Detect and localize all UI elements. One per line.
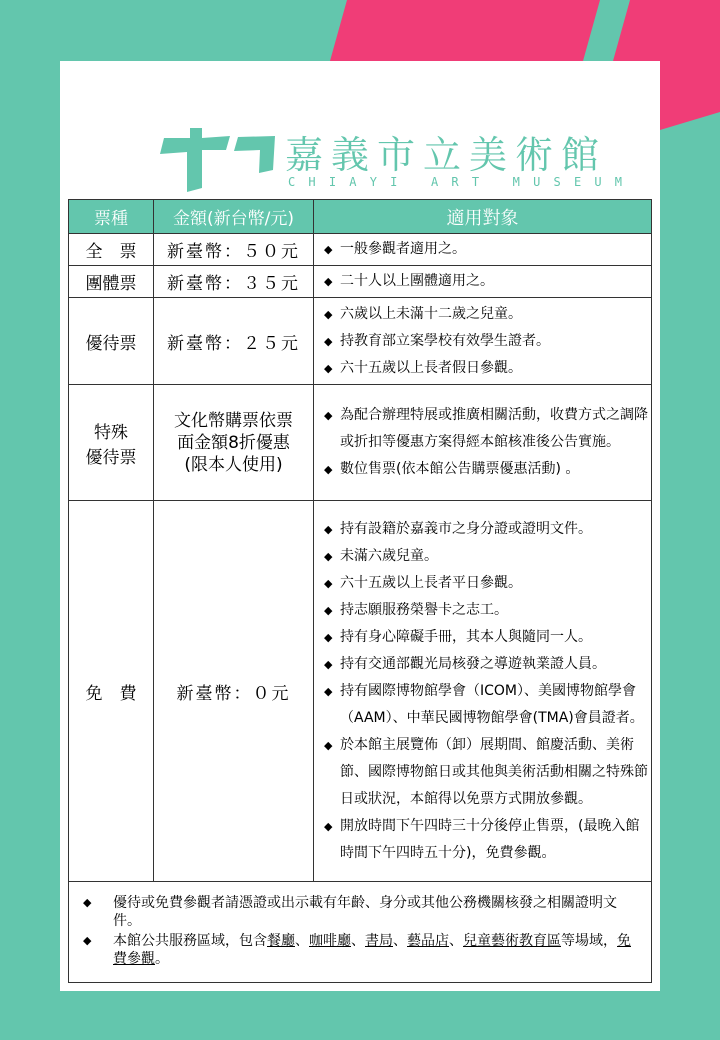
museum-logo-mark-icon xyxy=(160,128,280,194)
ticket-type-line: 特殊 xyxy=(94,422,128,443)
place-bookstore: 書局 xyxy=(365,933,393,949)
note-text: 等場域， xyxy=(561,933,617,949)
eligibility-item: ◆ 持有設籍於嘉義市之身分證或證明文件。 xyxy=(324,516,651,543)
note-item xyxy=(83,932,641,968)
ticket-price-line: (限本人使用) xyxy=(184,454,283,475)
ticket-type: 全 票 xyxy=(69,234,154,266)
ticket-type xyxy=(69,385,154,501)
ticket-price-line: 面金額8折優惠 xyxy=(177,432,290,453)
eligibility-item: ◆ 持有國際博物館學會（ICOM）、美國博物館學會（AAM）、中華民國博物館學會(TMA)會員證者。 xyxy=(324,678,651,732)
ticket-price: 新臺幣：２５元 xyxy=(154,298,314,385)
eligibility-cell xyxy=(314,298,652,385)
museum-name-en: CHIAYI ART MUSEUM xyxy=(288,175,636,189)
place-dining: 餐廳 xyxy=(267,933,295,949)
ticket-type-line: 優待票 xyxy=(85,447,137,468)
eligibility-item: ◆ 未滿六歲兒童。 xyxy=(324,543,651,570)
note-sep: 、 xyxy=(295,933,309,949)
notes-row xyxy=(69,882,652,983)
eligibility-item: ◆ 六十五歲以上長者假日參觀。 xyxy=(324,355,651,382)
eligibility-item: ◆ 數位售票(依本館公告購票優惠活動) 。 xyxy=(324,456,651,483)
eligibility-item: ◆ 持有身心障礙手冊，其本人與隨同一人。 xyxy=(324,624,651,651)
ticket-price: 新臺幣：０元 xyxy=(154,501,314,882)
table-row xyxy=(69,501,652,882)
eligibility-item: ◆ 開放時間下午四時三十分後停止售票，(最晚入館時間下午四時五十分)，免費參觀。 xyxy=(324,813,651,867)
museum-name-zh: 嘉義市立美術館 xyxy=(285,133,608,177)
notes-cell xyxy=(69,882,652,983)
eligibility-item: ◆ 持教育部立案學校有效學生證者。 xyxy=(324,328,651,355)
eligibility-cell xyxy=(314,266,652,298)
ticket-price xyxy=(154,385,314,501)
free-admission: 免費參觀 xyxy=(113,933,631,967)
note-text: 。 xyxy=(155,951,169,967)
eligibility-item: ◆ 持志願服務榮譽卡之志工。 xyxy=(324,597,651,624)
table-row xyxy=(69,266,652,298)
table-header-row xyxy=(69,200,652,234)
eligibility-cell xyxy=(314,234,652,266)
eligibility-cell xyxy=(314,385,652,501)
eligibility-item: ◆ 六十五歲以上長者平日參觀。 xyxy=(324,570,651,597)
table-row xyxy=(69,385,652,501)
ticket-price: 新臺幣：５０元 xyxy=(154,234,314,266)
ticket-price: 新臺幣：３５元 xyxy=(154,266,314,298)
header-eligibility: 適用對象 xyxy=(314,200,652,234)
place-cafe: 咖啡廳 xyxy=(309,933,351,949)
eligibility-cell xyxy=(314,501,652,882)
place-gift-shop: 藝品店 xyxy=(407,933,449,949)
eligibility-item: ◆ 為配合辦理特展或推廣相關活動，收費方式之調降或折扣等優惠方案得經本館核准後公告實施。 xyxy=(324,402,651,456)
ticket-type: 團體票 xyxy=(69,266,154,298)
table-row xyxy=(69,234,652,266)
eligibility-item: ◆ 持有交通部觀光局核發之導遊執業證人員。 xyxy=(324,651,651,678)
ticket-price-table xyxy=(68,199,652,983)
note-text: 本館公共服務區域，包含 xyxy=(113,933,267,949)
table-row xyxy=(69,298,652,385)
ticket-type: 優待票 xyxy=(69,298,154,385)
eligibility-item: ◆ 六歲以上未滿十二歲之兒童。 xyxy=(324,301,651,328)
museum-logo xyxy=(160,128,636,194)
eligibility-item: ◆ 於本館主展覽佈（卸）展期間、館慶活動、美術節、國際博物館日或其他與美術活動相關之特殊節日或狀況，本館得以免票方式開放參觀。 xyxy=(324,732,651,813)
place-kids-education: 兒童藝術教育區 xyxy=(463,933,561,949)
eligibility-item: ◆ 一般參觀者適用之。 xyxy=(324,236,651,263)
note-item: ◆ 優待或免費參觀者請憑證或出示載有年齡、身分或其他公務機關核發之相關證明文件。 xyxy=(83,894,641,930)
header-price: 金額(新台幣/元) xyxy=(154,200,314,234)
note-sep: 、 xyxy=(393,933,407,949)
note-sep: 、 xyxy=(449,933,463,949)
header-ticket-type: 票種 xyxy=(69,200,154,234)
ticket-type: 免 費 xyxy=(69,501,154,882)
note-sep: 、 xyxy=(351,933,365,949)
ticket-price-line: 文化幣購票依票 xyxy=(174,410,293,431)
eligibility-item: ◆ 二十人以上團體適用之。 xyxy=(324,268,651,295)
